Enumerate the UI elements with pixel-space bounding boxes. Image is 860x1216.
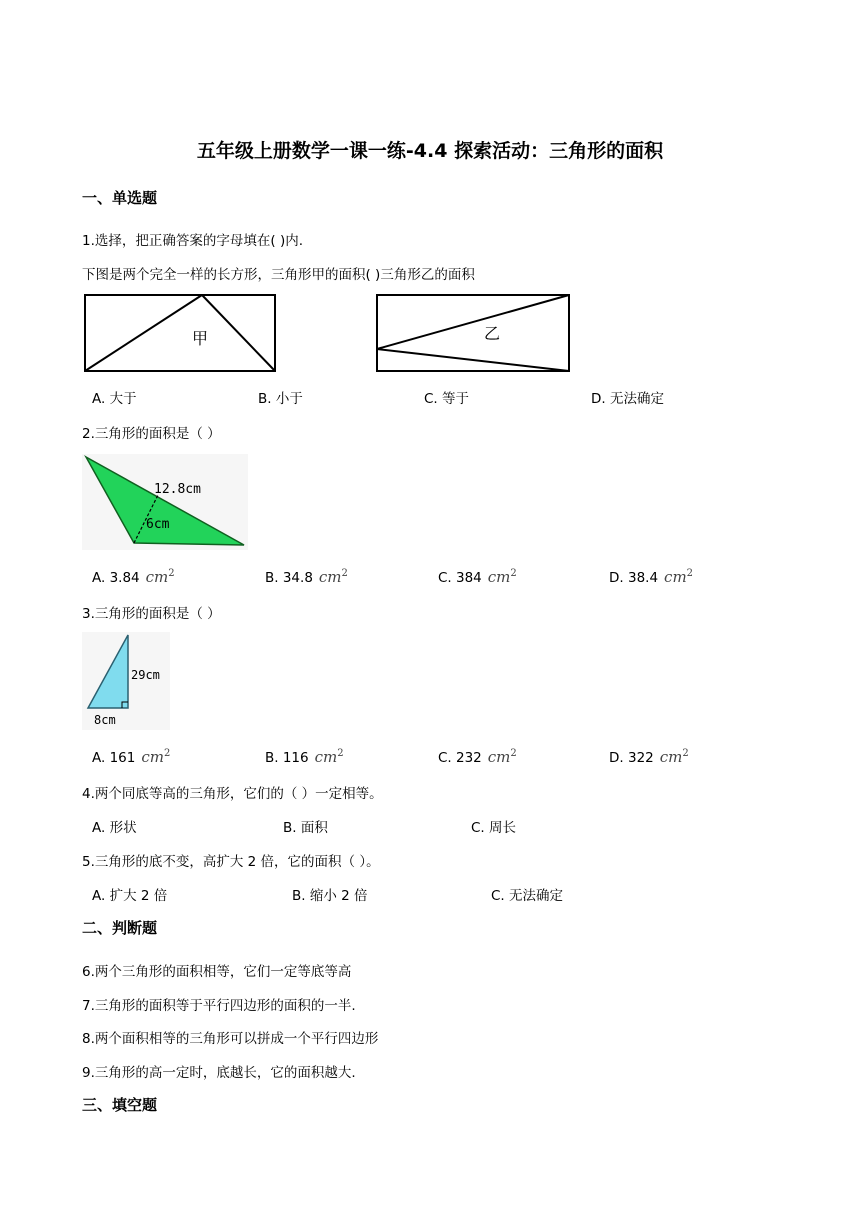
q3-option-d-value: D. 322	[609, 750, 654, 766]
q5-option-a[interactable]: A. 扩大 2 倍	[92, 888, 168, 904]
q5-option-c[interactable]: C. 无法确定	[491, 888, 564, 904]
q2-option-b[interactable]	[265, 568, 348, 586]
question-1-subtext: 下图是两个完全一样的长方形，三角形甲的面积( )三角形乙的面积	[82, 267, 475, 283]
page-title: 五年级上册数学一课一练-4.4 探索活动：三角形的面积	[196, 140, 664, 162]
unit-cm2: $cm^2$	[487, 748, 517, 766]
q2-option-a-value: A. 3.84	[92, 570, 140, 586]
figure-green-triangle	[82, 454, 248, 550]
question-7-text: 7.三角形的面积等于平行四边形的面积的一半.	[82, 998, 356, 1014]
q1-option-a[interactable]: A. 大于	[92, 391, 137, 407]
figure-base-label: 12.8cm	[154, 482, 201, 497]
q2-option-b-value: B. 34.8	[265, 570, 313, 586]
q3-option-a-value: A. 161	[92, 750, 136, 766]
section-heading-true-false: 二、判断题	[82, 919, 158, 937]
q3-option-c-value: C. 232	[438, 750, 482, 766]
figure-rectangle-jia	[84, 294, 278, 374]
question-8-text: 8.两个面积相等的三角形可以拼成一个平行四边形	[82, 1031, 379, 1047]
unit-cm2: $cm^2$	[664, 568, 694, 586]
question-9-text: 9.三角形的高一定时，底越长，它的面积越大.	[82, 1065, 356, 1081]
q1-option-d[interactable]: D. 无法确定	[591, 391, 664, 407]
unit-cm2: $cm^2$	[145, 568, 175, 586]
question-4-text: 4.两个同底等高的三角形，它们的（ ）一定相等。	[82, 786, 383, 802]
question-1-text: 1.选择，把正确答案的字母填在( )内.	[82, 233, 303, 249]
unit-cm2: $cm^2$	[487, 568, 517, 586]
q2-option-a[interactable]	[92, 568, 175, 586]
unit-cm2: $cm^2$	[659, 748, 689, 766]
question-3-text: 3.三角形的面积是（ ）	[82, 606, 221, 622]
q2-option-d[interactable]	[609, 568, 693, 586]
q4-option-a[interactable]: A. 形状	[92, 820, 137, 836]
q1-option-b[interactable]: B. 小于	[258, 391, 303, 407]
q3-option-a[interactable]	[92, 748, 170, 766]
q4-option-c[interactable]: C. 周长	[471, 820, 517, 836]
q2-option-c-value: C. 384	[438, 570, 482, 586]
question-2-text: 2.三角形的面积是（ ）	[82, 426, 221, 442]
q3-option-b[interactable]	[265, 748, 344, 766]
question-5-text: 5.三角形的底不变，高扩大 2 倍，它的面积（ ）。	[82, 854, 380, 870]
q3-option-b-value: B. 116	[265, 750, 309, 766]
q2-option-c[interactable]	[438, 568, 517, 586]
q5-option-b[interactable]: B. 缩小 2 倍	[292, 888, 368, 904]
section-heading-fill-blank: 三、填空题	[82, 1096, 158, 1114]
figure-rectangle-yi	[376, 294, 572, 374]
q1-option-c[interactable]: C. 等于	[424, 391, 470, 407]
unit-cm2: $cm^2$	[318, 568, 348, 586]
question-6-text: 6.两个三角形的面积相等，它们一定等底等高	[82, 964, 352, 980]
q3-option-d[interactable]	[609, 748, 689, 766]
figure-height-label: 29cm	[131, 668, 160, 682]
figure-label-jia: 甲	[192, 329, 209, 348]
figure-label-yi: 乙	[484, 324, 501, 343]
figure-base-label: 8cm	[94, 713, 116, 727]
q3-option-c[interactable]	[438, 748, 517, 766]
figure-height-label: 6cm	[146, 517, 170, 532]
q4-option-b[interactable]: B. 面积	[283, 820, 328, 836]
figure-cyan-right-triangle	[82, 632, 170, 730]
section-heading-single-choice: 一、单选题	[82, 189, 158, 207]
unit-cm2: $cm^2$	[141, 748, 171, 766]
q2-option-d-value: D. 38.4	[609, 570, 659, 586]
unit-cm2: $cm^2$	[314, 748, 344, 766]
